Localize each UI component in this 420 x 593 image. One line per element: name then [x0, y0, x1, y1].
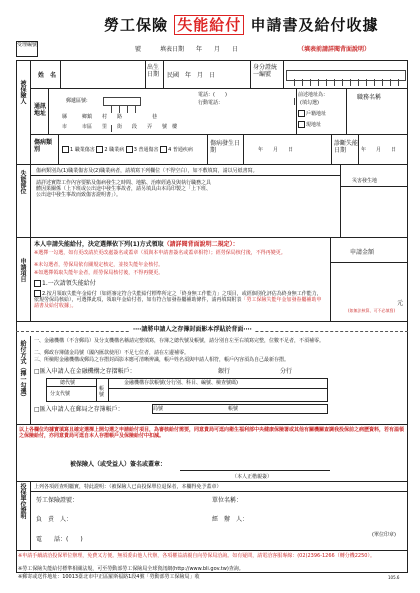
disability-note-1: 傷病類別為(1)職業傷害及(2)職業病者，請填寫下列欄位（不得空白），如不敷填寫，請以另紙書寫。	[36, 168, 258, 174]
phone-label: 電話：( )	[198, 92, 227, 98]
options-intro: 本人申請失能給付，決定選擇依下列(1)方式領取（請詳閱背面說明二規定）：	[34, 241, 239, 248]
insured-section-label: 被保險人	[19, 80, 26, 104]
id-digit-boxes[interactable]	[286, 70, 406, 81]
number-label: 號	[135, 46, 142, 53]
options-section-label: 申請項目	[19, 258, 26, 282]
amount-note: (如無法核算，可不必填寫)	[348, 308, 396, 313]
title-highlight: 失能給付	[174, 15, 244, 35]
title-left: 勞工保險	[104, 16, 169, 34]
employer-intro: 上列各項經查明屬實，特此證明：（被保險人已由投保單位退保者，本欄得免予蓋章）	[34, 484, 222, 490]
self-sign-note: （本人正楷親簽）	[232, 474, 273, 480]
diag-label: 診斷失能日期	[334, 140, 359, 154]
option-annuity[interactable]: 2.按月領取失能年金給付（如經審定符合失能給付標準所定之「終身無工作能力」之項目，或經個別化評估為終身無工作能力，依規勞保局核給），可選擇此項，領取年金給付者，如有符合加發眷屬補助條件，請再填寫附表「勞工保險失能年金加發眷屬補助申請書及給付收據」。	[34, 291, 322, 309]
name-label: 姓 名	[38, 72, 57, 79]
injury-opts[interactable]: 1 職業傷害 2 職業病 3 普通傷害 4 普通疾病	[62, 146, 193, 153]
responsible-label: 負 責 人：	[36, 516, 73, 523]
form-version: 105.6	[388, 575, 400, 580]
see-back-note: （填表前請詳閱背面說明）	[298, 46, 371, 53]
option-post-transfer[interactable]: □匯入申請人在郵局之存簿帳戶：	[34, 406, 124, 413]
employer-section-label: 投保單位證明	[19, 483, 26, 519]
payment-section-label: 給付方式（擇一勾選）	[19, 340, 26, 400]
footer-note-1: ※申請手續請洽投保單位辦理，免費又方便。無須委由他人代辦，各項權益請親自向勞保局洽詢。如有疑問，請電洽客服專線：(02)2396-1266（轉分機2250）。	[18, 553, 375, 559]
bank-name-label: 銀行	[218, 368, 231, 375]
former-opt-registered[interactable]: 戶籍地址	[298, 110, 326, 117]
paste-bankbook-instruction: ‧‧‧‧請將申請人之存簿封面影本浮貼於背面‧‧‧‧	[130, 326, 255, 333]
accident-place-label: 災害發生地	[352, 178, 378, 184]
amount-label: 申請金額	[350, 249, 375, 256]
birth-label: 出生日期	[147, 64, 160, 78]
bank-note-3: 三、所檢附金融機構或郵局之存摺封面影本應可清晰辨識，帳戶姓名須與申請人相符，帳戶內容須為自己最新存摺。	[34, 357, 290, 363]
handler-label: 經 辦 人：	[212, 516, 249, 523]
fill-date: 填表日期 年 月 日	[160, 46, 239, 53]
receipt-number-label: 受理編號	[17, 42, 38, 48]
disability-note-2: 請詳述實際工作內容要點及傷病發生之時間、地點、治療經過及與執行職務之具體因果關係（上下班或公出途中發生事故者，請另填具由本局印製之「上下班、公出途中發生事故而致傷害證明書」）。	[36, 180, 212, 198]
mobile-label: 行動電話：	[198, 100, 224, 106]
former-label: 前述地址為：	[298, 92, 329, 98]
former-opt-note: (填勾選)	[300, 100, 319, 106]
postal-label: 郵遞區號:	[66, 98, 88, 104]
postal-digit-boxes[interactable]	[103, 97, 141, 106]
injury-label: 傷病類別	[34, 139, 53, 153]
disability-section-label: 失能部位	[19, 170, 26, 194]
page-title	[104, 14, 379, 35]
footer-note-3: ※郵寄或送件地址：10013臺北市中正區羅斯福路1段4號「勞動部勞工保險局」收	[18, 574, 200, 580]
option-bank-transfer[interactable]: □匯入申請人在金融機構之存摺帳戶：	[34, 368, 136, 375]
birth-value: 民國 年 月 日	[167, 72, 216, 79]
job-label: 職務名稱	[357, 94, 382, 101]
option-lump-sum[interactable]: 1.一次請領失能給付	[34, 280, 96, 287]
post-account-grid[interactable]	[152, 404, 328, 414]
address-row-2: 市 市區 里 街 段 弄 號 樓	[62, 124, 178, 130]
bank-note-2: 二、郵政存簿儲金局號（國內匯款使用）不足七位者，請在左邊補零。	[34, 350, 190, 356]
post-office-label: 局號	[153, 406, 164, 412]
bank-code-label: 總代號	[60, 380, 76, 386]
unit-seal-label: (單位印章)	[372, 532, 396, 538]
footer-note-2: ※勞工保險失能給付標準相關法規，可至勞動部勞工保險局全球資訊網(http://www.bli.gov.tw)查詢。	[18, 566, 244, 572]
company-number-label: 勞工保險證號：	[36, 497, 79, 504]
branch-name-label: 分行	[280, 368, 293, 375]
options-rule-3: ※如選擇領取失能年金者，經勞保局核付後，不得再變更。	[34, 270, 164, 276]
unit-name-label: 單位名稱：	[212, 497, 243, 504]
injury-date-value: 年 月 日	[258, 147, 294, 153]
former-opt-current[interactable]: 現地址	[298, 121, 321, 128]
id-label: 身分證統一編號	[253, 64, 278, 78]
employer-phone-label: 電 話：( )	[36, 536, 83, 543]
diag-date-value: 年 月 日	[361, 147, 397, 153]
branch-code-label: 分支代號	[50, 391, 71, 397]
bank-account-note: 金融機構存款帳號(分行別、科目、編號、檢查號碼)	[124, 380, 238, 386]
address-row-1: 縣 鄉鎮 村 路 巷	[62, 114, 158, 120]
title-right: 申請書及給付收據	[250, 16, 379, 34]
post-account-label: 帳號	[228, 406, 239, 412]
amount-unit: 元	[397, 300, 404, 307]
options-rule-2: ※未勾選者，勞保局依有關規定核定，並按失能年金核付。	[34, 262, 164, 268]
injury-date-label: 傷病發生日期	[210, 140, 241, 154]
bank-note-1: 一、金融機構（不含郵局）及分支機構名稱請完整填寫，存簿之總代號及帳號，請分別自左至右填寫完整，位數不足者，不須補零。	[34, 338, 325, 344]
consent-text: 以上各欄位均據實填寫且確定選擇上開勾選之申請給付項目，為審核給付需要，同意貴局可逕向衛生福利部中央健康保險署或其他有關機關查調我投保前之病歷資料，若有溢領之保險給付，亦同意貴局可逕自本人存摺帳戶及保險給付中扣減。	[19, 427, 405, 439]
bank-account-label: 帳號	[99, 386, 105, 398]
mail-label: 通訊地址	[34, 103, 47, 117]
options-rule-1: ※選擇一勾選，如有更改請於更改處簽名或蓋章（須與本申請書簽名或蓋章相符）；經勞保局核付後，不得再變更。	[34, 250, 286, 256]
sign-label: 被保險人（或受益人）簽名或蓋章：	[70, 461, 167, 468]
